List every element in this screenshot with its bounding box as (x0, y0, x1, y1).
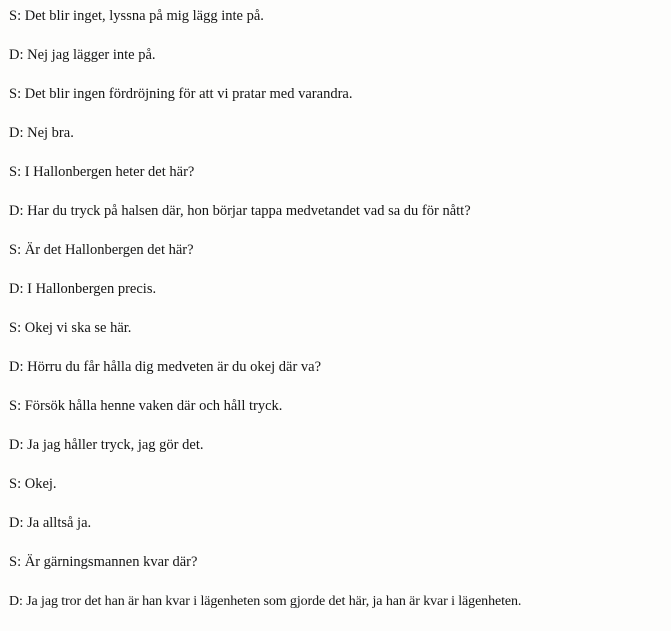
transcript-line: S: Okej. (9, 476, 57, 492)
transcript-line: D: Nej jag lägger inte på. (9, 47, 156, 63)
transcript-line: D: Nej bra. (9, 125, 74, 141)
transcript-line: D: Hörru du får hålla dig medveten är du okej där va? (9, 359, 322, 375)
transcript-line: S: Är det Hallonbergen det här? (9, 242, 194, 258)
transcript-line: S: Det blir inget, lyssna på mig lägg inte på. (9, 8, 264, 24)
transcript-line: D: Ja jag håller tryck, jag gör det. (9, 437, 204, 453)
transcript-line: S: Försök hålla henne vaken där och håll tryck. (9, 398, 283, 414)
transcript-line: S: Okej vi ska se här. (9, 320, 132, 336)
transcript-line: S: Det blir ingen fördröjning för att vi pratar med varandra. (9, 86, 353, 102)
transcript-line: D: Har du tryck på halsen där, hon börjar tappa medvetandet vad sa du för nått? (9, 203, 471, 219)
transcript-line: D: I Hallonbergen precis. (9, 281, 157, 297)
transcript-line: S: Är gärningsmannen kvar där? (9, 554, 198, 570)
transcript-line: S: I Hallonbergen heter det här? (9, 164, 195, 180)
transcript-line: D: Ja jag tror det han är han kvar i lägenheten som gjorde det här, ja han är kvar i lägenheten. (9, 594, 522, 609)
transcript-line: D: Ja alltså ja. (9, 515, 92, 531)
